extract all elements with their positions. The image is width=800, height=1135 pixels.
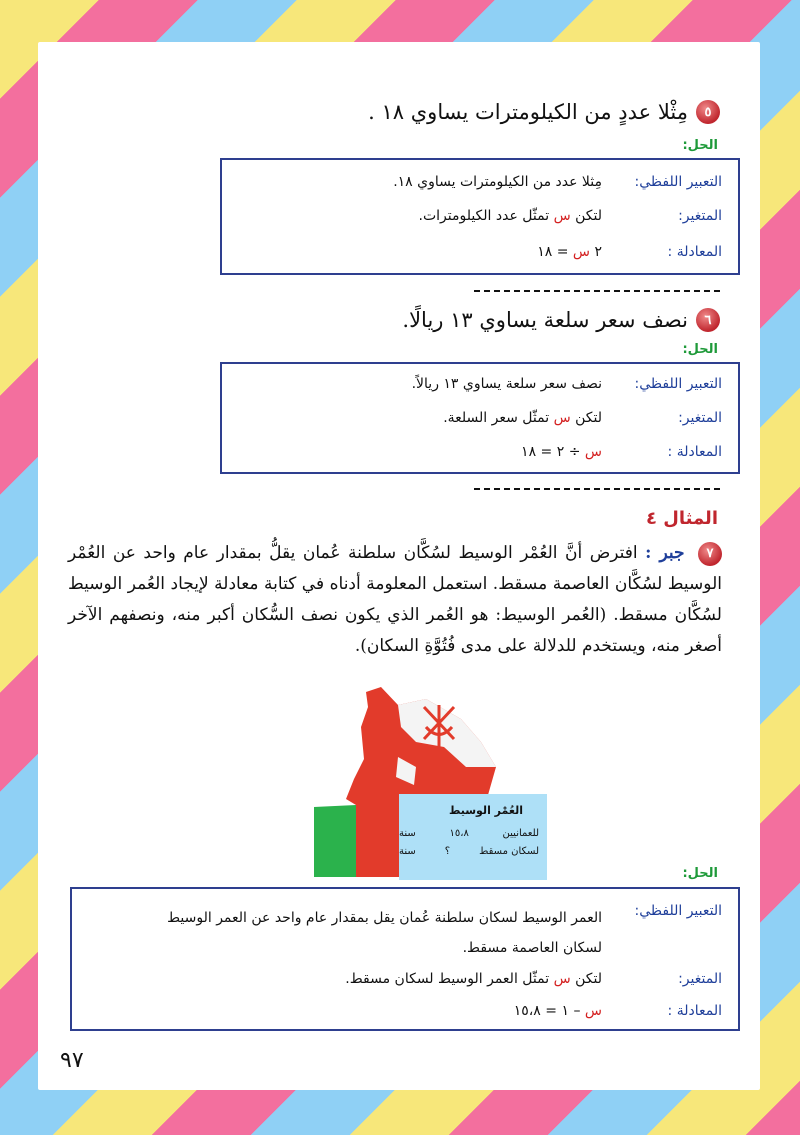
equation-label: المعادلة : bbox=[667, 1003, 722, 1019]
equation-post: = ١٨ bbox=[537, 244, 569, 260]
variable-symbol: س bbox=[553, 208, 571, 224]
equation-post: ÷ ٢ = ١٨ bbox=[521, 444, 581, 460]
question-7 bbox=[68, 538, 722, 662]
variable-label: المتغير: bbox=[678, 208, 722, 224]
verbal-value-line-2: لسكان العاصمة مسقط. bbox=[462, 940, 602, 956]
verbal-label: التعبير اللفظي: bbox=[634, 174, 722, 190]
verbal-label: التعبير اللفظي: bbox=[634, 903, 722, 919]
verbal-value bbox=[167, 903, 602, 963]
variable-post: تمثّل العمر الوسيط لسكان مسقط. bbox=[345, 971, 550, 987]
variable-pre: لتكن bbox=[575, 410, 602, 426]
divider bbox=[474, 488, 720, 490]
row-value: ؟ bbox=[444, 846, 451, 857]
variable-symbol: س bbox=[553, 971, 571, 987]
variable-row bbox=[443, 410, 722, 426]
question-6 bbox=[402, 308, 720, 332]
verbal-row bbox=[82, 903, 722, 963]
variable-row bbox=[345, 971, 722, 987]
median-age-row-muscat bbox=[399, 846, 539, 857]
median-age-title: العُمْر الوسيط bbox=[448, 804, 523, 817]
variable-pre: لتكن bbox=[575, 208, 602, 224]
example-title: المثال ٤ bbox=[646, 508, 718, 529]
variable-pre: لتكن bbox=[575, 971, 602, 987]
variable-value bbox=[419, 208, 603, 224]
median-age-row-omanis bbox=[399, 828, 539, 839]
equation-symbol: س bbox=[572, 244, 591, 260]
neighbor-land bbox=[314, 805, 356, 877]
row-value: ١٥،٨ bbox=[449, 828, 469, 839]
variable-symbol: س bbox=[553, 410, 571, 426]
solution-box-6 bbox=[220, 362, 740, 474]
equation-symbol: س bbox=[584, 444, 602, 460]
row-unit: سنة bbox=[399, 828, 416, 839]
solution-label: الحل: bbox=[682, 866, 718, 881]
variable-value bbox=[443, 410, 602, 426]
equation-row bbox=[537, 244, 722, 260]
equation-value bbox=[514, 1003, 602, 1019]
solution-label: الحل: bbox=[682, 138, 718, 153]
variable-post: تمثّل عدد الكيلومترات. bbox=[418, 208, 550, 224]
question-5 bbox=[368, 100, 720, 124]
question-number-badge: ٦ bbox=[696, 308, 720, 332]
question-tag: جبر : bbox=[645, 543, 685, 563]
row-label: لسكان مسقط bbox=[479, 846, 539, 857]
divider bbox=[474, 290, 720, 292]
median-age-table bbox=[399, 794, 547, 880]
equation-row bbox=[521, 444, 722, 460]
verbal-row bbox=[412, 376, 722, 392]
question-number-badge: ٥ bbox=[696, 100, 720, 124]
equation-value bbox=[521, 444, 602, 460]
solution-box-5 bbox=[220, 158, 740, 275]
page bbox=[38, 42, 760, 1090]
solution-box-7 bbox=[70, 887, 740, 1031]
equation-label: المعادلة : bbox=[667, 444, 722, 460]
variable-value bbox=[345, 971, 602, 987]
equation-post: – ١ = ١٥،٨ bbox=[513, 1003, 581, 1019]
verbal-value: نصف سعر سلعة يساوي ١٣ ريالاً. bbox=[411, 376, 602, 392]
verbal-value: مِثلا عدد من الكيلومترات يساوي ١٨. bbox=[393, 174, 602, 190]
variable-row bbox=[419, 208, 723, 224]
variable-label: المتغير: bbox=[678, 410, 722, 426]
verbal-row bbox=[393, 174, 722, 190]
question-text: نصف سعر سلعة يساوي ١٣ ريالًا. bbox=[402, 308, 688, 332]
equation-pre: ٢ bbox=[594, 244, 602, 260]
equation-label: المعادلة : bbox=[667, 244, 722, 260]
equation-symbol: س bbox=[584, 1003, 602, 1019]
equation-value bbox=[537, 244, 602, 260]
question-text: افترض أنَّ العُمْر الوسيط لسُكَّان سلطنة عُمان يقلُّ بمقدار عام واحد عن العُمْر الوسيط لسُكَّان العاصمة مسقط. استعمل المعلومة أدناه في كتابة معادلة لإيجاد العُمر الوسيط لسُكَّان مسقط. (العُمر الوسيط: هو العُمر الذي يكون نصف السُّكان أكبر منه، ونصفهم الآخر أصغر منه، ويستخدم للدلالة على مدى فُتُوَّةِ السكان). bbox=[68, 543, 722, 656]
page-number: ٩٧ bbox=[60, 1048, 84, 1073]
verbal-value-line-1: العمر الوسيط لسكان سلطنة عُمان يقل بمقدار عام واحد عن العمر الوسيط bbox=[167, 910, 602, 926]
variable-label: المتغير: bbox=[678, 971, 722, 987]
row-label: للعمانيين bbox=[502, 828, 539, 839]
variable-post: تمثّل سعر السلعة. bbox=[443, 410, 550, 426]
solution-label: الحل: bbox=[682, 342, 718, 357]
question-text: مِثْلا عددٍ من الكيلومترات يساوي ١٨ . bbox=[368, 100, 688, 124]
question-number-badge: ٧ bbox=[698, 542, 722, 566]
row-unit: سنة bbox=[399, 846, 416, 857]
verbal-label: التعبير اللفظي: bbox=[634, 376, 722, 392]
equation-row bbox=[514, 1003, 722, 1019]
